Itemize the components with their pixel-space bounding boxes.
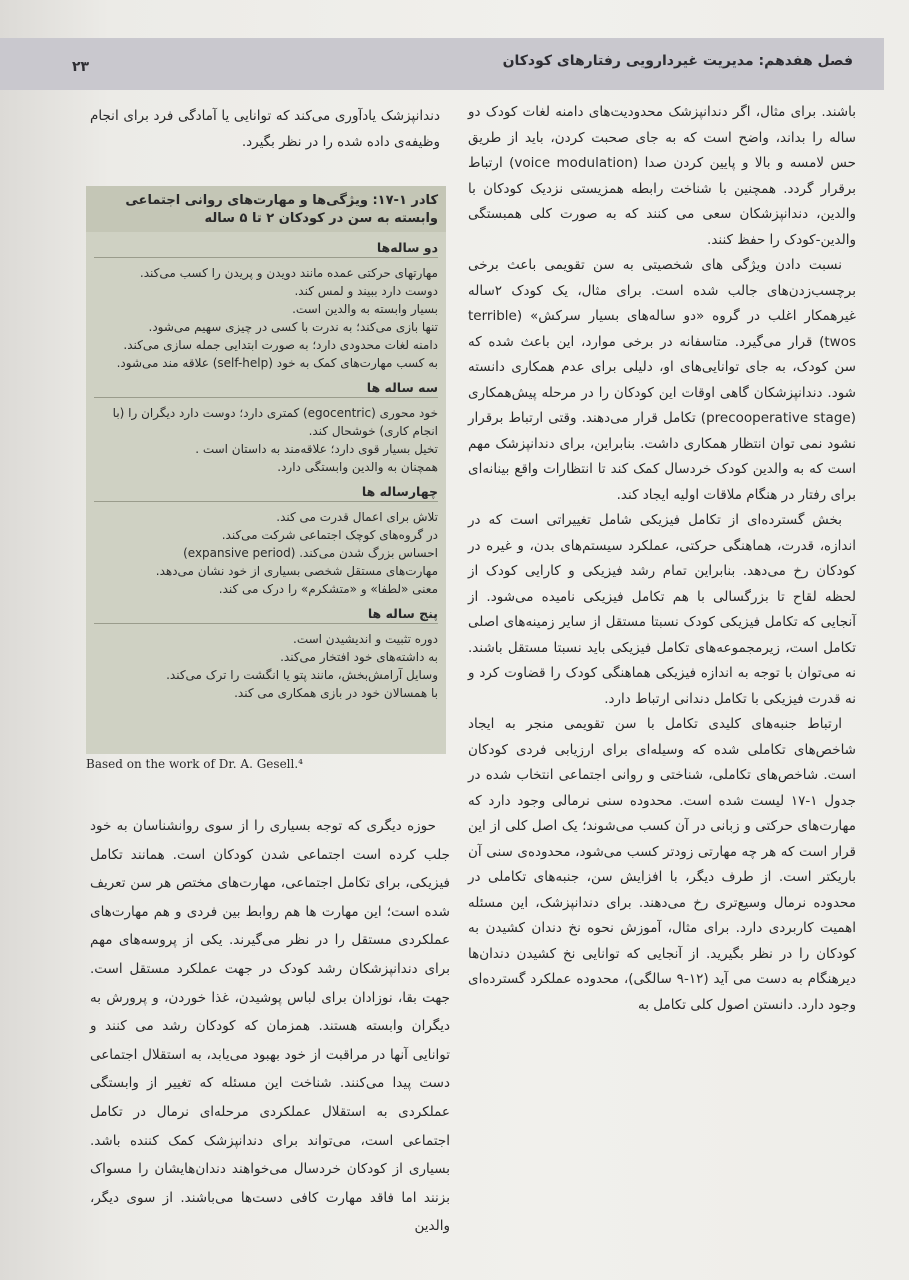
right-column (468, 100, 856, 1018)
list-item: دوست دارد ببیند و لمس کند. (294, 284, 438, 298)
box-section-four-year-olds (86, 480, 446, 598)
section-title: سه ساله ها (94, 376, 438, 398)
list-item: به داشته‌های خود افتخار می‌کند. (280, 650, 438, 664)
list-item: دامنه لغات محدودی دارد؛ به صورت ابتدایی جمله سازی می‌کند. (123, 338, 438, 352)
left-column-bottom (90, 812, 450, 1241)
list-item: دوره تثبیت و اندیشیدن است. (293, 632, 438, 646)
list-item: در گروه‌های کوچک اجتماعی شرکت می‌کند. (221, 528, 438, 542)
page-number: ۲۳ (72, 59, 90, 75)
list-item: مهارتهای حرکتی عمده مانند دویدن و پریدن را کسب می‌کند. (139, 266, 438, 280)
box-title: کادر ۱-۱۷: ویژگی‌ها و مهارت‌های روانی اجتماعی وابسته به سن در کودکان ۲ تا ۵ ساله (86, 186, 446, 232)
box-17-1 (86, 186, 446, 754)
chapter-title: فصل هفدهم: مدیریت غیردارویی رفتارهای کودکان (502, 53, 853, 69)
section-title: چهارساله ها (94, 480, 438, 502)
list-item: به کسب مهارت‌های کمک به خود (self-help) علاقه مند می‌شود. (116, 356, 438, 370)
list-item: وسایل آرامش‌بخش، مانند پتو یا انگشت را ترک می‌کند. (166, 668, 438, 682)
paragraph: حوزه دیگری که توجه بسیاری را از سوی روانشناسان به خود جلب کرده است اجتماعی شدن کودکان است. همانند تکامل فیزیکی، برای تکامل اجتماعی، مهارت‌های مختص هر سن تعریف شده است؛ این مهارت ها هم روابط بین فردی و هم مهارت‌های عملکردی مستقل را در نظر می‌گیرند. یکی از پروسه‌های مهم برای دندانپزشکان رشد کودک در جهت عملکرد مستقل است. جهت بقا، نوزادان برای لباس پوشیدن، غذا خوردن، و پرورش به دیگران وابسته هستند. همزمان که کودکان رشد می کنند و توانایی آنها در مراقبت از خود بهبود می‌یابد، به استقلال اجتماعی دست پیدا می‌کنند. شناخت این مسئله که تغییر از وابستگی عملکردی به استقلال عملکردی مرحله‌ای نرمال در تکامل اجتماعی است، می‌تواند برای دندانپزشک کمک کننده باشد. بسیاری از کودکان خردسال می‌خواهند دندان‌هایشان را مسواک بزنند اما فاقد مهارت کافی دست‌ها می‌باشند. از سوی دیگر، والدین (90, 818, 450, 1235)
box-section-three-year-olds (86, 376, 446, 476)
paragraph: بخش گسترده‌ای از تکامل فیزیکی شامل تغییراتی است که در اندازه، قدرت، هماهنگی حرکتی، عملکرد سیستم‌های بدن، و غیره در کودکان رخ می‌دهد. بنابراین تمام رشد فیزیکی و کارایی کودک از لحظه لقاح تا بزرگسالی با هم تکامل فیزیکی نامیده می‌شود. از آنجایی که تکامل فیزیکی کودک نسبتا مستقل از سایر زمینه‌های اصلی تکامل است، زیرمجموعه‌های تکامل فیزیکی باید نسبتا مستقل باشند. نه می‌توان با توجه به اندازه فیزیکی هماهنگی کودک را قضاوت کرد و نه قدرت فیزیکی با تکامل دندانی ارتباط دارد. (468, 512, 856, 707)
list-item: خود محوری (egocentric) کمتری دارد؛ دوست دارد دیگران را (با (112, 406, 438, 420)
left-column-top (90, 104, 440, 155)
list-item: با همسالان خود در بازی همکاری می کند. (234, 686, 438, 700)
paragraph: نسبت دادن ویژگی های شخصیتی به سن تقویمی باعث برخی برچسب‌زدن‌های جالب شده است. برای مثال، یک کودک ۲ساله غیرهمکار اغلب در گروه «دو ساله‌های بسیار سرکش» (terrible twos) قرار می‌گیرد. متاسفانه در برخی موارد، این باعث شده که سن کودک، به جای توانایی‌های او، دلیلی برای عدم همکاری دانسته شود. دندانپزشکان گاهی اوقات این کودکان را در مرحله پیش‌همکاری (precooperative stage) تکامل قرار می‌دهند. وقتی ارتباط برقرار نشود نمی توان انتظار همکاری داشت. بنابراین، برای دندانپزشک مهم است که به والدین کودک خردسال کمک کند تا انتظارات واقع بینانه‌ای برای رفتار در هنگام ملاقات اولیه ایجاد کند. (468, 257, 856, 503)
list-item: تلاش برای اعمال قدرت می کند. (276, 510, 438, 524)
list-item: احساس بزرگ شدن می‌کند. (expansive period) (183, 546, 438, 560)
list-item: معنی «لطفا» و «متشکرم» را درک می کند. (218, 582, 438, 596)
paragraph: دندانپزشک یادآوری می‌کند که توانایی یا آمادگی فرد برای انجام وظیفه‌ی داده شده را در نظر بگیرد. (90, 108, 440, 150)
list-item: مهارت‌های مستقل شخصی بسیاری از خود نشان می‌دهد. (155, 564, 438, 578)
box-section-five-year-olds (86, 602, 446, 702)
list-item: انجام کاری) خوشحال کند. (308, 424, 438, 438)
paragraph: ارتباط جنبه‌های کلیدی تکامل با سن تقویمی منجر به ایجاد شاخص‌های تکاملی شده که وسیله‌ای برای ارزیابی فردی کودکان است. شاخص‌های تکاملی، شناختی و روانی اجتماعی انتخاب شده در جدول ۱-۱۷ لیست شده است. محدوده سنی نرمالی وجود دارد که مهارت‌های حرکتی و زبانی در آن کسب می‌شوند؛ یک اصل کلی از این قرار است که هر چه مهارتی زودتر کسب می‌شود، محدوده‌ی سنی آن باریکتر است. از طرف دیگر، با افزایش سن، جنبه‌های تکاملی در محدوده نرمال وسیع‌تری رخ می‌دهند. برای دندانپزشک، این مسئله اهمیت کاربردی دارد. برای مثال، آموزش نحوه نخ دندان کشیدن به کودکان را در نظر بگیرید. از آنجایی که توانایی نخ کشیدن دندان‌ها دیرهنگام به دست می آید (۱۲-۹ سالگی)، محدوده عملکرد گسترده‌ای وجود دارد. دانستن اصول کلی تکامل به (468, 716, 856, 1013)
section-title: پنج ساله ها (94, 602, 438, 624)
list-item: تخیل بسیار قوی دارد؛ علاقه‌مند به داستان است . (195, 442, 438, 456)
box-caption: Based on the work of Dr. A. Gesell.⁴ (86, 757, 303, 771)
paragraph: باشند. برای مثال، اگر دندانپزشک محدودیت‌های دامنه لغات کودک دو ساله را بداند، واضح است که به جای صحبت کردن، باید از طریق حس لامسه و بالا و پایین کردن صدا (voice modulation) ارتباط برقرار گردد. همچنین با شناخت رابطه همزیستی نزدیک کودکان با والدین، دندانپزشکان سعی می کنند که به صورت کلی همبستگی والدین-کودک را حفظ کنند. (468, 104, 856, 248)
list-item: تنها بازی می‌کند؛ به ندرت با کسی در چیزی سهیم می‌شود. (148, 320, 438, 334)
box-section-two-year-olds (86, 236, 446, 372)
list-item: همچنان به والدین وابستگی دارد. (277, 460, 438, 474)
section-title: دو ساله‌ها (94, 236, 438, 258)
list-item: بسیار وابسته به والدین است. (292, 302, 438, 316)
